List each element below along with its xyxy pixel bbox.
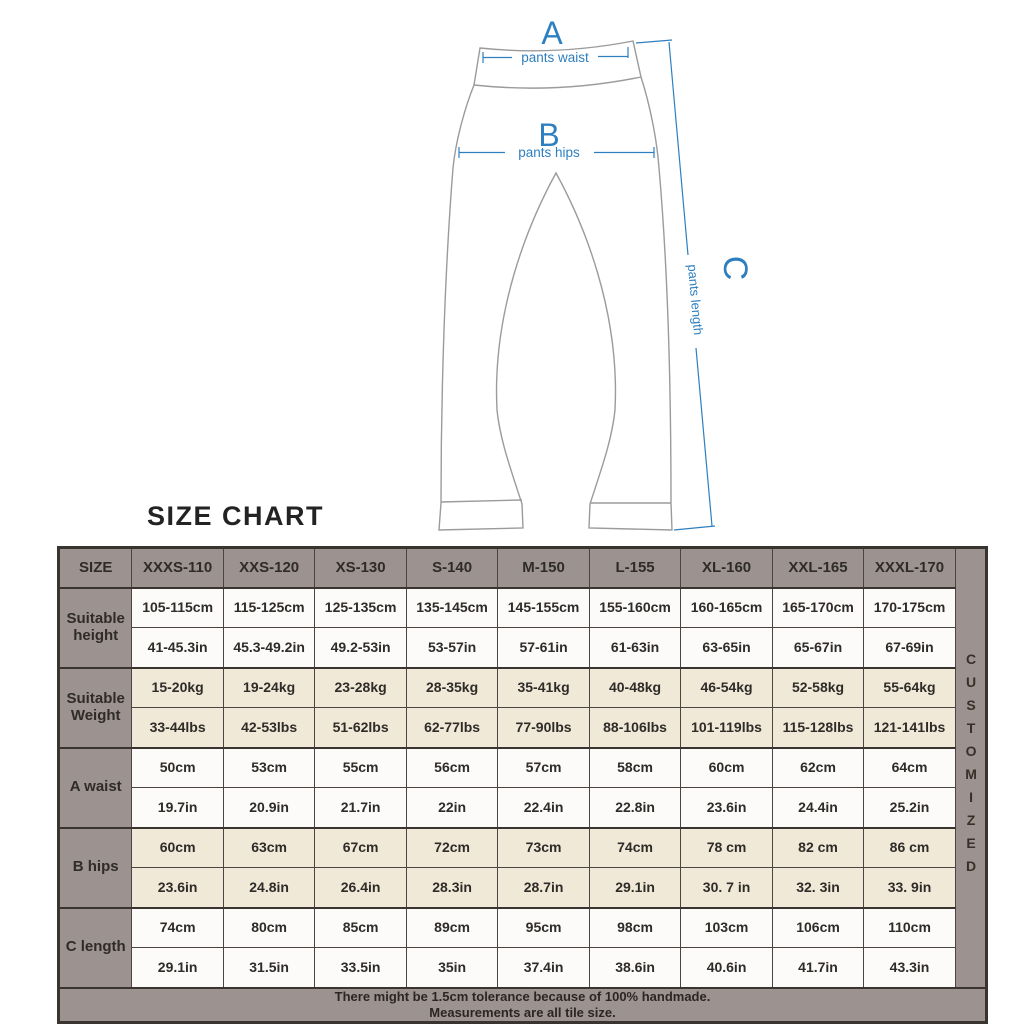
- table-cell: 62cm: [772, 748, 863, 788]
- size-col-header: L-155: [589, 548, 680, 588]
- table-cell: 61-63in: [589, 628, 680, 668]
- customized-text: CUSTOMIZED: [963, 651, 980, 882]
- table-cell: 88-106lbs: [589, 708, 680, 748]
- table-cell: 82 cm: [772, 828, 863, 868]
- size-col-header: XXXS-110: [132, 548, 223, 588]
- table-cell: 72cm: [406, 828, 497, 868]
- table-cell: 33. 9in: [864, 868, 955, 908]
- table-cell: 103cm: [681, 908, 772, 948]
- table-cell: 22.8in: [589, 788, 680, 828]
- length-cm-row: [59, 908, 987, 948]
- table-cell: 89cm: [406, 908, 497, 948]
- table-cell: 105-115cm: [132, 588, 223, 628]
- length-letter-label: C: [716, 255, 754, 281]
- table-cell: 24.4in: [772, 788, 863, 828]
- table-cell: 19.7in: [132, 788, 223, 828]
- table-cell: 64cm: [864, 748, 955, 788]
- size-col-header: M-150: [498, 548, 589, 588]
- table-cell: 35-41kg: [498, 668, 589, 708]
- table-cell: 57-61in: [498, 628, 589, 668]
- table-cell: 58cm: [589, 748, 680, 788]
- footer-row: [59, 988, 987, 1023]
- table-cell: 49.2-53in: [315, 628, 406, 668]
- table-cell: 52-58kg: [772, 668, 863, 708]
- hips-in-row: [59, 868, 987, 908]
- table-cell: 31.5in: [223, 948, 314, 988]
- hips-cm-row: [59, 828, 987, 868]
- table-cell: 63-65in: [681, 628, 772, 668]
- waist-caption: pants waist: [521, 50, 589, 65]
- table-cell: 30. 7 in: [681, 868, 772, 908]
- height-in-row: [59, 628, 987, 668]
- row-label-length: C length: [59, 908, 132, 988]
- waist-cm-row: [59, 748, 987, 788]
- table-cell: 53cm: [223, 748, 314, 788]
- table-cell: 40.6in: [681, 948, 772, 988]
- table-cell: 60cm: [681, 748, 772, 788]
- row-label-waist: A waist: [59, 748, 132, 828]
- table-cell: 28-35kg: [406, 668, 497, 708]
- pants-outline: [439, 41, 672, 530]
- table-cell: 67cm: [315, 828, 406, 868]
- weight-lbs-row: [59, 708, 987, 748]
- table-cell: 60cm: [132, 828, 223, 868]
- table-cell: 40-48kg: [589, 668, 680, 708]
- table-cell: 22in: [406, 788, 497, 828]
- waist-in-row: [59, 788, 987, 828]
- table-cell: 25.2in: [864, 788, 955, 828]
- weight-kg-row: [59, 668, 987, 708]
- table-cell: 155-160cm: [589, 588, 680, 628]
- table-cell: 55-64kg: [864, 668, 955, 708]
- page-title: SIZE CHART: [147, 501, 324, 531]
- row-label-weight: Suitable Weight: [59, 668, 132, 748]
- table-cell: 63cm: [223, 828, 314, 868]
- table-cell: 46-54kg: [681, 668, 772, 708]
- size-col-header: S-140: [406, 548, 497, 588]
- table-cell: 101-119lbs: [681, 708, 772, 748]
- size-chart-table: [57, 546, 988, 1024]
- size-col-header: XXL-165: [772, 548, 863, 588]
- table-cell: 29.1in: [589, 868, 680, 908]
- table-cell: 78 cm: [681, 828, 772, 868]
- row-label-height: Suitable height: [59, 588, 132, 668]
- header-row: [59, 548, 987, 588]
- table-cell: 135-145cm: [406, 588, 497, 628]
- table-cell: 115-128lbs: [772, 708, 863, 748]
- length-caption: pants length: [684, 263, 707, 336]
- table-cell: 65-67in: [772, 628, 863, 668]
- table-cell: 15-20kg: [132, 668, 223, 708]
- table-cell: 145-155cm: [498, 588, 589, 628]
- table-cell: 86 cm: [864, 828, 955, 868]
- table-cell: 24.8in: [223, 868, 314, 908]
- table-cell: 80cm: [223, 908, 314, 948]
- length-in-row: [59, 948, 987, 988]
- table-cell: 73cm: [498, 828, 589, 868]
- waist-letter-label: A: [541, 15, 563, 51]
- table-cell: 115-125cm: [223, 588, 314, 628]
- table-cell: 67-69in: [864, 628, 955, 668]
- table-cell: 62-77lbs: [406, 708, 497, 748]
- footer-note: [59, 988, 987, 1023]
- size-col-header: XXXL-170: [864, 548, 955, 588]
- table-cell: 28.3in: [406, 868, 497, 908]
- row-label-hips: B hips: [59, 828, 132, 908]
- table-cell: 23.6in: [681, 788, 772, 828]
- table-cell: 51-62lbs: [315, 708, 406, 748]
- table-cell: 170-175cm: [864, 588, 955, 628]
- table-cell: 20.9in: [223, 788, 314, 828]
- table-cell: 28.7in: [498, 868, 589, 908]
- table-cell: 22.4in: [498, 788, 589, 828]
- table-cell: 37.4in: [498, 948, 589, 988]
- table-cell: 50cm: [132, 748, 223, 788]
- table-cell: 45.3-49.2in: [223, 628, 314, 668]
- table-cell: 26.4in: [315, 868, 406, 908]
- table-cell: 29.1in: [132, 948, 223, 988]
- table-cell: 125-135cm: [315, 588, 406, 628]
- customized-banner: [955, 548, 986, 988]
- table-cell: 38.6in: [589, 948, 680, 988]
- table-cell: 110cm: [864, 908, 955, 948]
- table-cell: 35in: [406, 948, 497, 988]
- table-cell: 56cm: [406, 748, 497, 788]
- table-cell: 23-28kg: [315, 668, 406, 708]
- size-header-cell: SIZE: [59, 548, 132, 588]
- size-col-header: XL-160: [681, 548, 772, 588]
- table-cell: 74cm: [132, 908, 223, 948]
- table-cell: 55cm: [315, 748, 406, 788]
- table-cell: 41.7in: [772, 948, 863, 988]
- hips-letter-label: B: [538, 117, 560, 153]
- table-cell: 42-53lbs: [223, 708, 314, 748]
- table-cell: 165-170cm: [772, 588, 863, 628]
- table-cell: 33-44lbs: [132, 708, 223, 748]
- table-cell: 53-57in: [406, 628, 497, 668]
- table-cell: 74cm: [589, 828, 680, 868]
- table-cell: 77-90lbs: [498, 708, 589, 748]
- size-col-header: XXS-120: [223, 548, 314, 588]
- table-cell: 95cm: [498, 908, 589, 948]
- table-cell: 57cm: [498, 748, 589, 788]
- table-cell: 98cm: [589, 908, 680, 948]
- table-cell: 106cm: [772, 908, 863, 948]
- table-cell: 121-141lbs: [864, 708, 955, 748]
- table-cell: 32. 3in: [772, 868, 863, 908]
- table-cell: 19-24kg: [223, 668, 314, 708]
- table-cell: 33.5in: [315, 948, 406, 988]
- size-col-header: XS-130: [315, 548, 406, 588]
- table-cell: 85cm: [315, 908, 406, 948]
- height-cm-row: [59, 588, 987, 628]
- table-cell: 41-45.3in: [132, 628, 223, 668]
- table-cell: 160-165cm: [681, 588, 772, 628]
- footer-line2: Measurements are all tile size.: [429, 1004, 616, 1020]
- hips-caption: pants hips: [518, 145, 580, 160]
- footer-line1: There might be 1.5cm tolerance because of 100% handmade.: [334, 988, 711, 1004]
- table-cell: 21.7in: [315, 788, 406, 828]
- table-cell: 43.3in: [864, 948, 955, 988]
- table-cell: 23.6in: [132, 868, 223, 908]
